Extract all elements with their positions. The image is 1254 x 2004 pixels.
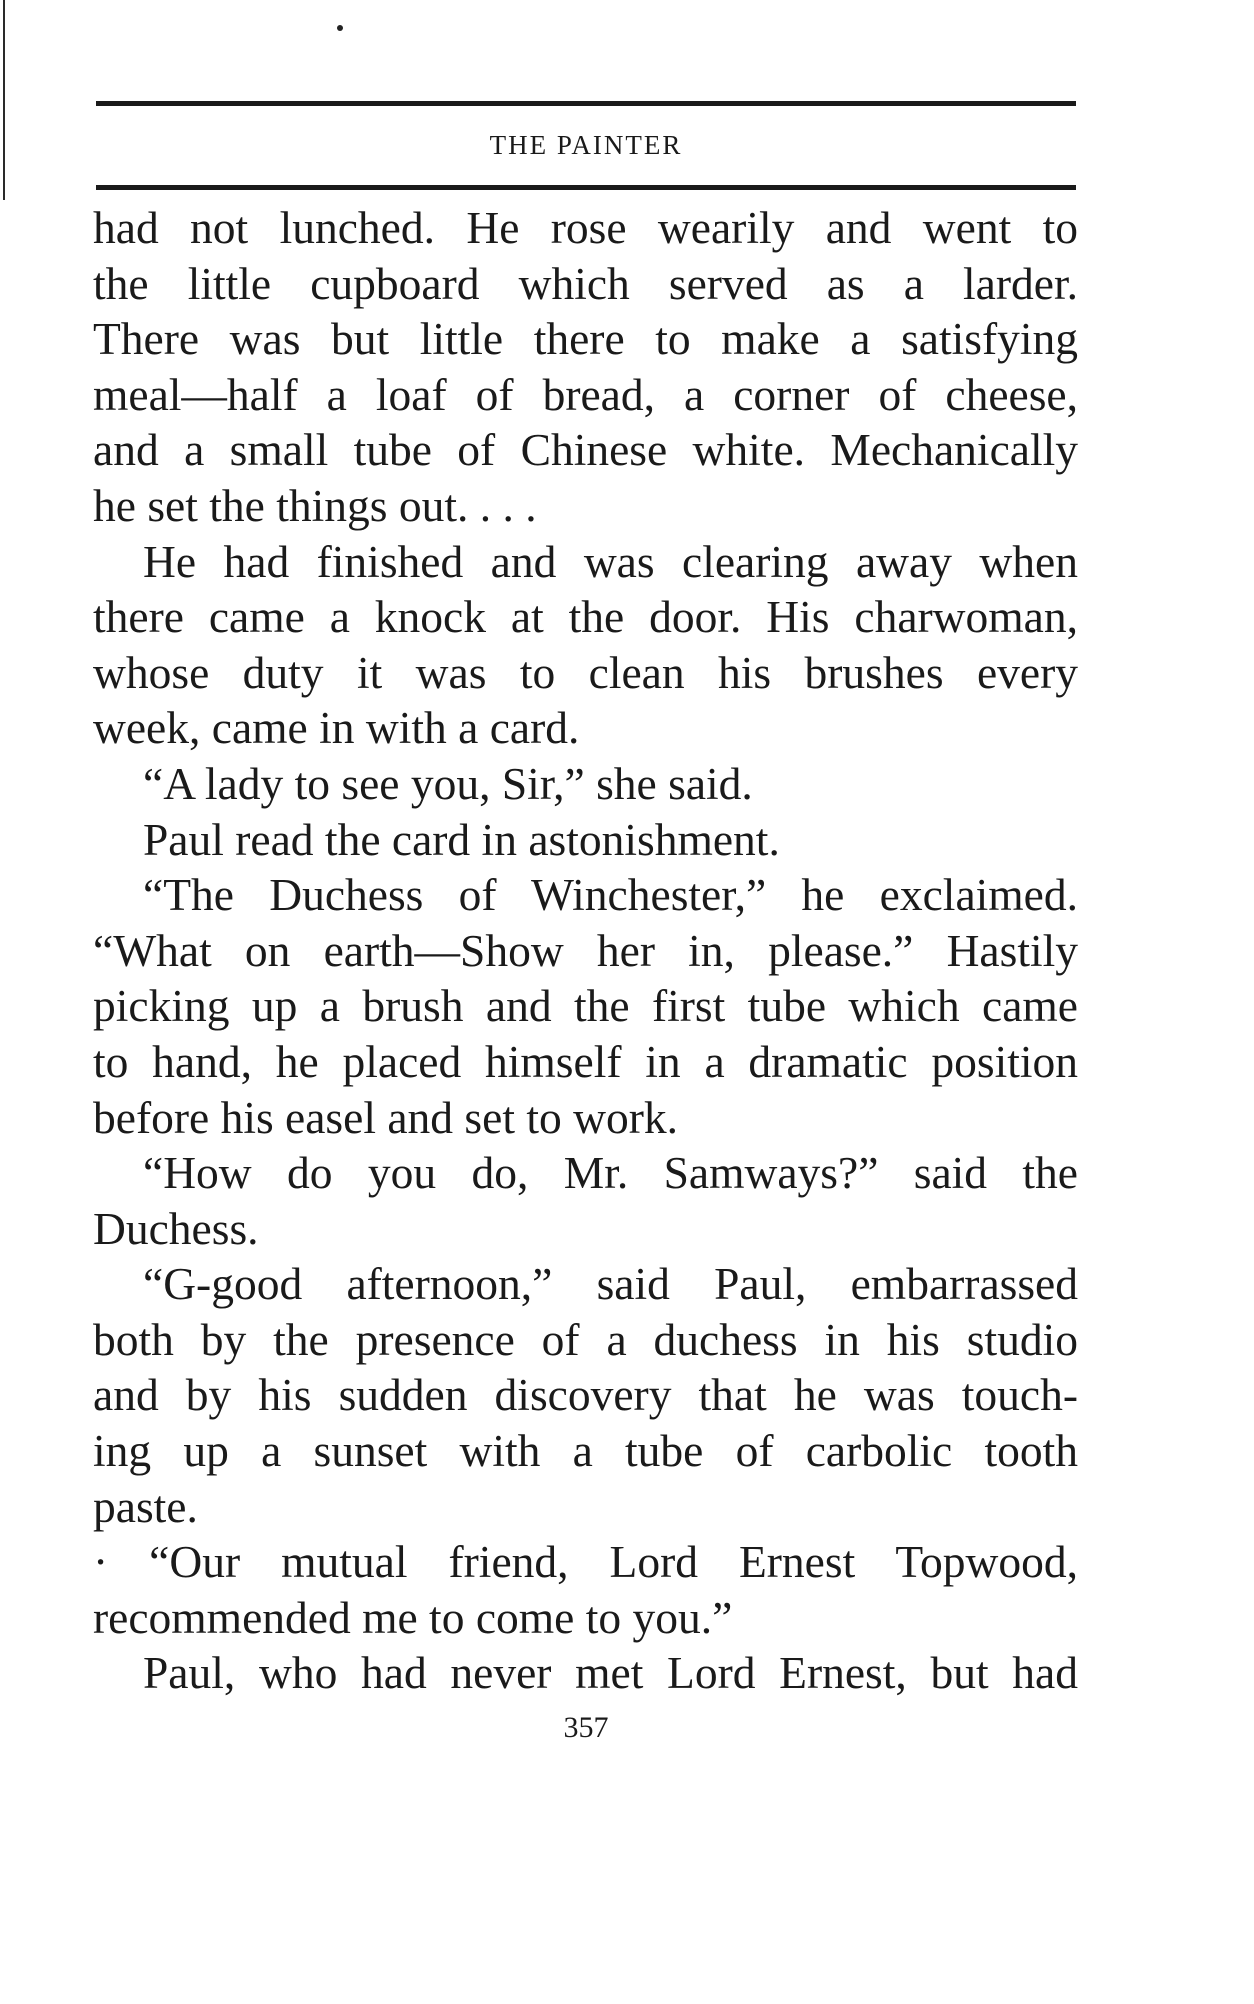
page-edge-line bbox=[3, 0, 5, 200]
text-line: meal—half a loaf of bread, a corner of cheese, bbox=[93, 368, 1078, 420]
text-line: and a small tube of Chinese white. Mechanically bbox=[93, 424, 1078, 476]
text-line: Paul, who had never met Lord Ernest, but had bbox=[143, 1647, 1078, 1699]
header-rule-bottom bbox=[96, 185, 1076, 190]
text-line: “A lady to see you, Sir,” she said. bbox=[143, 757, 753, 809]
page-number: 357 bbox=[563, 1711, 609, 1744]
text-line: before his easel and set to work. bbox=[93, 1091, 678, 1143]
text-line: “How do you do, Mr. Samways?” said the bbox=[143, 1147, 1078, 1199]
text-line: whose duty it was to clean his brushes every bbox=[93, 646, 1078, 698]
text-line: He had finished and was clearing away when bbox=[143, 535, 1078, 587]
text-line: There was but little there to make a satisfying bbox=[93, 313, 1078, 365]
text-line: “G-good afternoon,” said Paul, embarrassed bbox=[143, 1258, 1078, 1310]
text-line: · “Our mutual friend, Lord Ernest Topwood, bbox=[93, 1536, 1078, 1588]
text-line: “The Duchess of Winchester,” he exclaimed. bbox=[143, 869, 1078, 921]
running-head: THE PAINTER bbox=[489, 130, 683, 160]
text-line: Duchess. bbox=[93, 1202, 259, 1254]
text-line: week, came in with a card. bbox=[93, 702, 580, 754]
header-rule-top bbox=[96, 101, 1076, 106]
text-line: to hand, he placed himself in a dramatic position bbox=[93, 1035, 1078, 1087]
print-speck bbox=[337, 25, 343, 31]
text-line: Paul read the card in astonishment. bbox=[143, 813, 780, 865]
text-line: both by the presence of a duchess in his studio bbox=[93, 1313, 1078, 1365]
body-text bbox=[93, 200, 1078, 1701]
text-line: had not lunched. He rose wearily and went to bbox=[93, 202, 1078, 253]
text-line: the little cupboard which served as a larder. bbox=[93, 257, 1078, 309]
text-line: “What on earth—Show her in, please.” Hastily bbox=[93, 924, 1078, 976]
text-line: ing up a sunset with a tube of carbolic tooth bbox=[93, 1425, 1078, 1477]
text-line: he set the things out. . . . bbox=[93, 479, 537, 531]
text-line: picking up a brush and the first tube which came bbox=[93, 980, 1078, 1032]
text-line: and by his sudden discovery that he was touch- bbox=[93, 1369, 1078, 1421]
text-line: paste. bbox=[93, 1480, 198, 1532]
text-line: recommended me to come to you.” bbox=[93, 1591, 733, 1643]
text-line: there came a knock at the door. His charwoman, bbox=[93, 591, 1078, 643]
